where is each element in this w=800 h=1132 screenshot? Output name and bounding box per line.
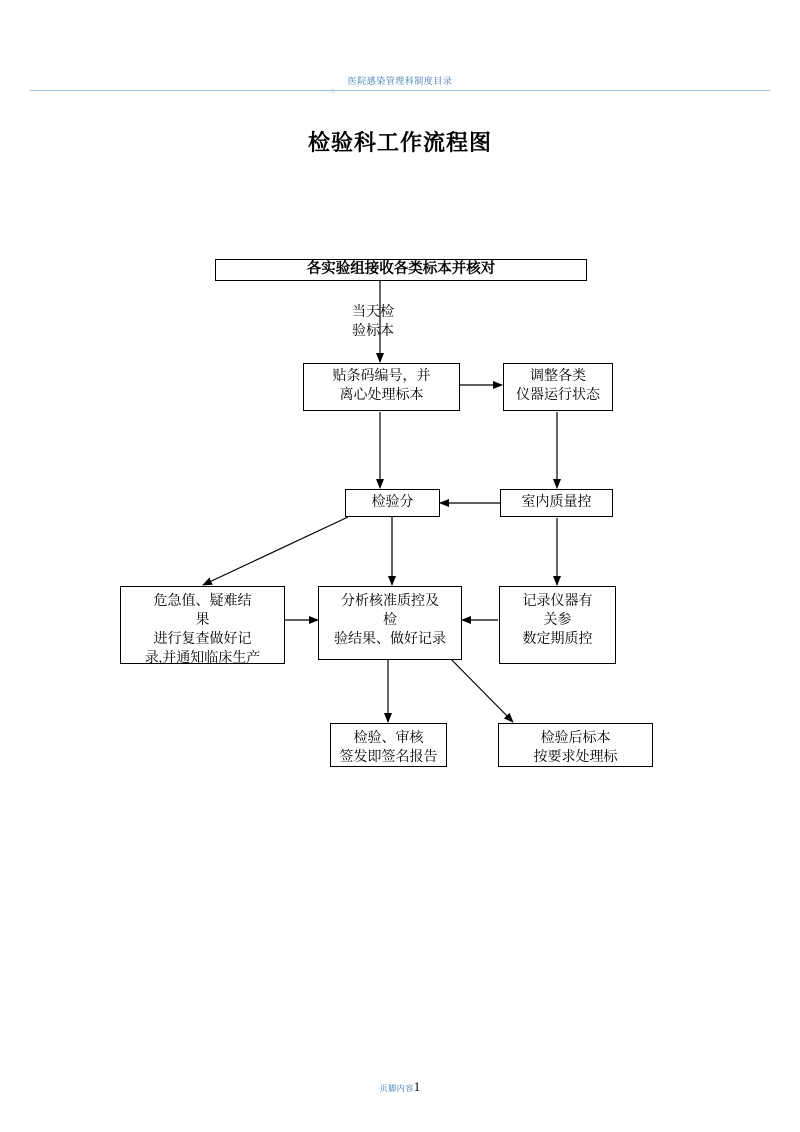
flow-node-label-line1: 贴条码编号，并	[332, 369, 431, 385]
flow-node-critical-values	[120, 586, 285, 664]
flow-node-adjust-instruments	[503, 363, 613, 411]
flow-node-label-line3: 验结果、做好记录	[334, 631, 446, 647]
flow-node-label: 各实验组接收各类标本并核对	[306, 261, 496, 278]
flow-node-record-instrument-params	[499, 586, 616, 664]
flow-node-label-line2: 仪器运行状态	[516, 388, 600, 403]
flow-node-label-line2: 关参	[543, 612, 572, 628]
flow-node-label-line3: 进行复查做好记	[153, 631, 252, 647]
flow-node-label: 室内质量控	[521, 494, 592, 510]
flow-node-review-issue-report	[330, 723, 447, 767]
flow-node-receive-samples	[215, 259, 587, 281]
flow-node-post-test-sample-handling	[498, 723, 653, 767]
flow-node-label-line2: 按要求处理标	[533, 749, 618, 765]
flow-node-label-line2: 检	[383, 612, 397, 628]
flow-node-label-line2: 果	[195, 612, 210, 628]
header-title: 医院感染管理科制度目录	[347, 76, 453, 86]
flow-node-internal-quality-control	[500, 489, 613, 517]
flow-node-label-line1: 检验、审核	[353, 731, 424, 746]
flow-node-label-line2: 离心处理标本	[339, 388, 424, 403]
flow-node-label-line2: 签发即签名报告	[339, 749, 438, 765]
flow-node-label-line1: 检验后标本	[540, 731, 611, 746]
flow-node-label: 检验分	[371, 494, 414, 510]
flow-label-line2: 验标本	[352, 323, 394, 339]
flow-node-label-line1: 危急值、疑难结	[153, 594, 252, 609]
flow-node-barcode-centrifuge	[303, 363, 460, 411]
page-title: 检验科工作流程图	[307, 130, 492, 155]
header-mark-icon: ◇	[330, 88, 336, 95]
flow-node-verify-qc-results	[318, 586, 462, 660]
flow-node-label-line1: 记录仪器有	[522, 594, 593, 609]
flow-label-line1: 当天检	[352, 305, 394, 320]
flow-node-label-line1: 分析核准质控及	[341, 594, 439, 609]
footer-label: 页脚内容	[379, 1084, 414, 1093]
flow-node-label-line3: 数定期质控	[522, 631, 593, 647]
footer-page-number: 1	[413, 1079, 421, 1094]
flow-node-analysis-split	[345, 489, 440, 517]
flow-label-same-day-samples	[318, 304, 428, 342]
flow-node-label-line4: 录,并通知临床生产	[144, 650, 261, 664]
flow-node-label-line1: 调整各类	[530, 369, 586, 385]
